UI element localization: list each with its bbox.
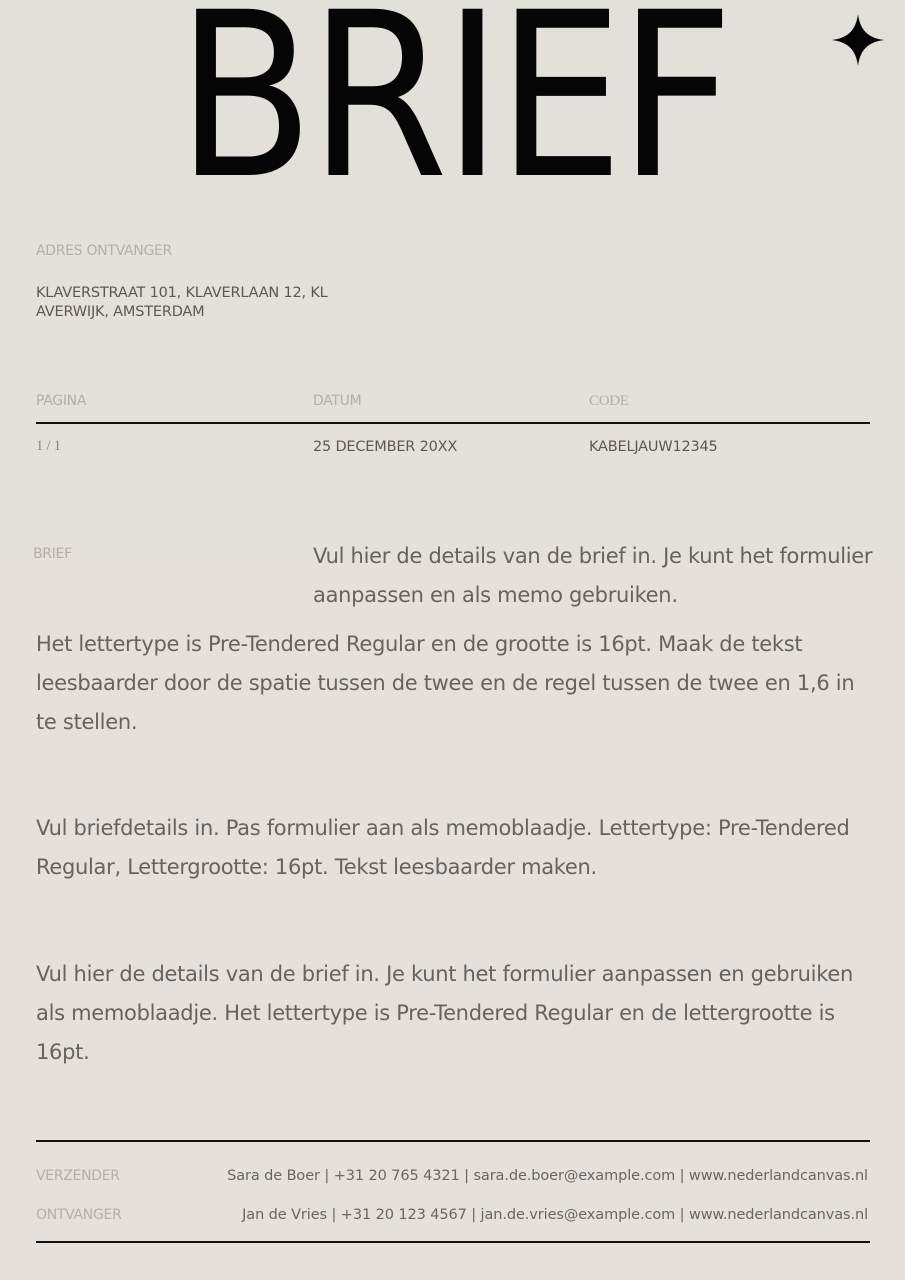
recipient-address-line-2: AVERWIJK, AMSTERDAM: [36, 304, 205, 320]
page-label: PAGINA: [36, 393, 87, 409]
letter-label: BRIEF: [33, 546, 72, 562]
document-title: BRIEF: [176, 0, 729, 229]
recipient-address-label: ADRES ONTVANGER: [36, 243, 172, 259]
letter-intro: Vul hier de details van de brief in. Je kunt het formulier aanpassen en als memo gebruiken.: [313, 544, 873, 607]
page-value: 1 / 1: [36, 438, 61, 454]
code-label: CODE: [589, 393, 629, 409]
letter-paragraph-1: Het lettertype is Pre-Tendered Regular en de grootte is 16pt. Maak de tekst leesbaarder door de spatie tussen de twee en de regel tussen de twee en 1,6 in te stellen.: [36, 632, 855, 734]
meta-divider: [36, 422, 870, 424]
code-value: KABELJAUW12345: [589, 439, 718, 455]
footer-top-divider: [36, 1140, 870, 1142]
date-label: DATUM: [313, 393, 362, 409]
recipient-contact: Jan de Vries | +31 20 123 4567 | jan.de.vries@example.com | www.nederlandcanvas.nl: [242, 1207, 868, 1223]
recipient-address-line-1: KLAVERSTRAAT 101, KLAVERLAAN 12, KL: [36, 285, 328, 301]
four-point-star-icon: [830, 12, 886, 68]
letter-paragraph-3: Vul hier de details van de brief in. Je kunt het formulier aanpassen en gebruiken als memoblaadje. Het lettertype is Pre-Tendered Regular en de lettergrootte is 16pt.: [36, 962, 853, 1064]
letter-paragraph-2: Vul briefdetails in. Pas formulier aan als memoblaadje. Lettertype: Pre-Tendered Regular, Lettergrootte: 16pt. Tekst leesbaarder maken.: [36, 816, 850, 879]
date-value: 25 DECEMBER 20XX: [313, 439, 458, 455]
footer-sender-row: [36, 1168, 868, 1190]
footer-bottom-divider: [36, 1241, 870, 1243]
recipient-label: ONTVANGER: [36, 1207, 122, 1223]
sender-contact: Sara de Boer | +31 20 765 4321 | sara.de.boer@example.com | www.nederlandcanvas.nl: [227, 1168, 868, 1184]
footer-recipient-row: [36, 1207, 868, 1229]
sender-label: VERZENDER: [36, 1168, 120, 1184]
